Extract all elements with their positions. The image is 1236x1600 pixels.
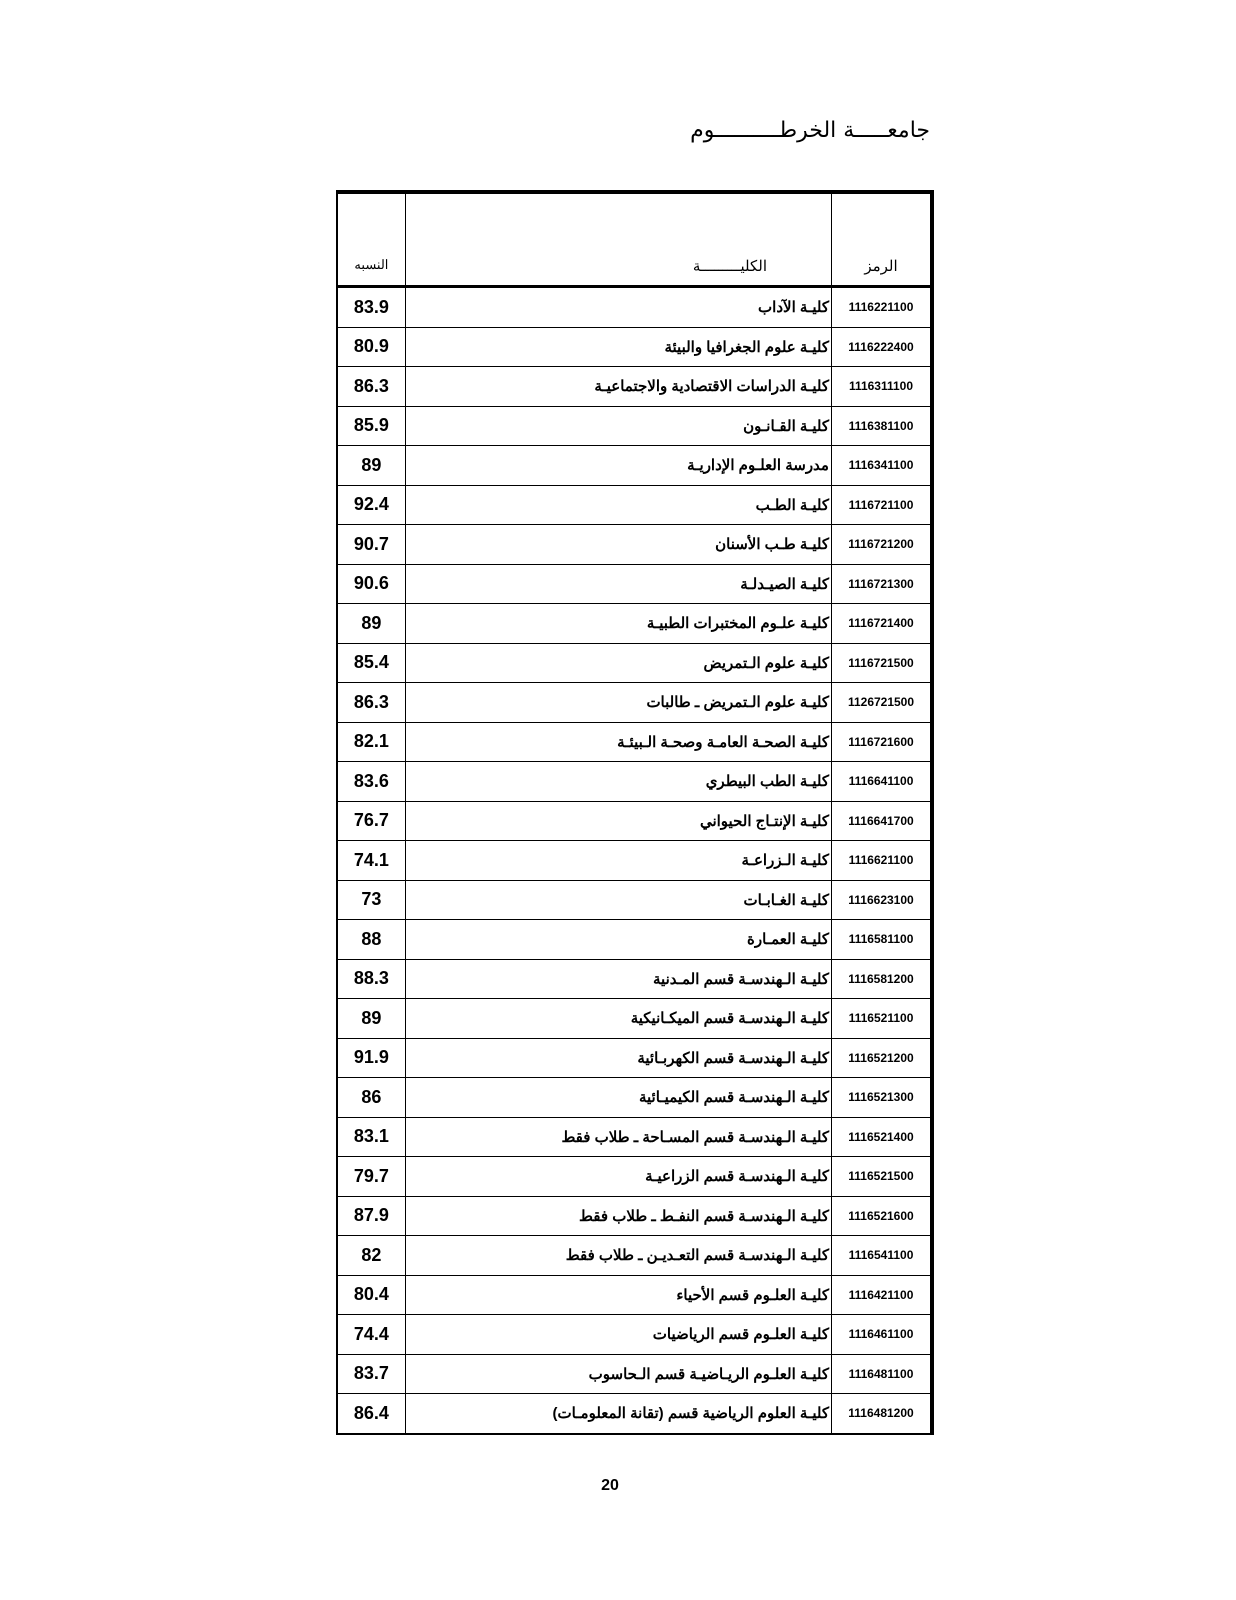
college-cell: كليـة علوم الجغرافيا والبيئة [405, 327, 831, 367]
table-row [337, 801, 932, 841]
code-cell: 1116381100 [831, 406, 932, 446]
table-row [337, 1038, 932, 1078]
ratio-cell: 86.4 [337, 1394, 405, 1434]
table-row [337, 1078, 932, 1118]
table-row [337, 287, 932, 328]
admission-ratios-table [336, 190, 934, 1435]
college-cell: كليـة الـهندسـة قسم المـدنية [405, 959, 831, 999]
table-row [337, 841, 932, 881]
code-cell: 1116721300 [831, 564, 932, 604]
college-cell: كليـة الإنتـاج الحيواني [405, 801, 831, 841]
college-cell: كليـة الصيـدلـة [405, 564, 831, 604]
college-cell: كليـة علـوم المختبرات الطبيـة [405, 604, 831, 644]
ratio-cell: 76.7 [337, 801, 405, 841]
code-cell: 1116481100 [831, 1354, 932, 1394]
code-cell: 1116421100 [831, 1275, 932, 1315]
table-row [337, 564, 932, 604]
college-cell: كليـة العلـوم الريـاضيـة قسم الـحاسوب [405, 1354, 831, 1394]
table-body [337, 287, 932, 1434]
code-cell: 1116581100 [831, 920, 932, 960]
code-cell: 1116623100 [831, 880, 932, 920]
code-cell: 1116641100 [831, 762, 932, 802]
code-cell: 1126721500 [831, 683, 932, 723]
table-row [337, 1354, 932, 1394]
college-cell: كليـة الطب البيطري [405, 762, 831, 802]
ratio-cell: 87.9 [337, 1196, 405, 1236]
college-cell: كليـة الـهندسـة قسم الميكـانيكية [405, 999, 831, 1039]
college-cell: كليـة طـب الأسنان [405, 525, 831, 565]
code-cell: 1116521400 [831, 1117, 932, 1157]
ratio-cell: 83.9 [337, 287, 405, 328]
ratio-cell: 90.7 [337, 525, 405, 565]
ratio-cell: 73 [337, 880, 405, 920]
college-cell: كليـة العلوم الرياضية قسم (تقانة المعلومـات) [405, 1394, 831, 1434]
college-cell: كليـة الـهندسـة قسم الزراعيـة [405, 1157, 831, 1197]
code-cell: 1116521600 [831, 1196, 932, 1236]
table-row [337, 880, 932, 920]
code-cell: 1116721600 [831, 722, 932, 762]
page-title: جامعـــــة الخرطــــــــــوم [690, 118, 930, 143]
code-cell: 1116581200 [831, 959, 932, 999]
code-cell: 1116721400 [831, 604, 932, 644]
code-cell: 1116521500 [831, 1157, 932, 1197]
code-cell: 1116221100 [831, 287, 932, 328]
college-cell: كليـة علوم الـتمريض ـ طالبات [405, 683, 831, 723]
college-cell: مدرسة العلـوم الإداريـة [405, 446, 831, 486]
code-cell: 1116541100 [831, 1236, 932, 1276]
table-row [337, 1157, 932, 1197]
table-row [337, 722, 932, 762]
table-row [337, 1236, 932, 1276]
table-row [337, 327, 932, 367]
ratio-cell: 86 [337, 1078, 405, 1118]
college-cell: كليـة الـهندسـة قسم الكيميـائية [405, 1078, 831, 1118]
table-row [337, 1315, 932, 1355]
college-cell: كليـة الـهندسـة قسم المسـاحة ـ طلاب فقط [405, 1117, 831, 1157]
college-cell: كليـة علوم الـتمريض [405, 643, 831, 683]
table-row [337, 604, 932, 644]
ratio-cell: 85.4 [337, 643, 405, 683]
ratio-cell: 88 [337, 920, 405, 960]
table-row [337, 999, 932, 1039]
code-column-header: الرمز [831, 192, 932, 287]
college-cell: كليـة الغـابـات [405, 880, 831, 920]
college-cell: كليـة الـهندسـة قسم النفـط ـ طلاب فقط [405, 1196, 831, 1236]
ratio-cell: 83.6 [337, 762, 405, 802]
ratio-cell: 83.1 [337, 1117, 405, 1157]
ratio-cell: 90.6 [337, 564, 405, 604]
table-row [337, 643, 932, 683]
table-row [337, 485, 932, 525]
ratio-cell: 79.7 [337, 1157, 405, 1197]
college-cell: كليـة العمـارة [405, 920, 831, 960]
ratio-cell: 91.9 [337, 1038, 405, 1078]
college-cell: كليـة الدراسات الاقتصادية والاجتماعيـة [405, 367, 831, 407]
code-cell: 1116521300 [831, 1078, 932, 1118]
ratio-cell: 85.9 [337, 406, 405, 446]
table-row [337, 762, 932, 802]
college-cell: كليـة العلـوم قسم الرياضيات [405, 1315, 831, 1355]
page-number: 20 [601, 1477, 619, 1494]
table-row [337, 683, 932, 723]
college-cell: كليـة الـهندسـة قسم التعـديـن ـ طلاب فقط [405, 1236, 831, 1276]
college-cell: كليـة الـزراعـة [405, 841, 831, 881]
code-cell: 1116481200 [831, 1394, 932, 1434]
code-cell: 1116721100 [831, 485, 932, 525]
ratio-cell: 82 [337, 1236, 405, 1276]
table-row [337, 406, 932, 446]
table-row [337, 367, 932, 407]
table-row [337, 1117, 932, 1157]
college-column-header: الكليـــــــــة [405, 192, 831, 287]
table-row [337, 525, 932, 565]
code-cell: 1116341100 [831, 446, 932, 486]
ratio-cell: 74.4 [337, 1315, 405, 1355]
ratio-cell: 80.4 [337, 1275, 405, 1315]
code-cell: 1116721500 [831, 643, 932, 683]
code-cell: 1116621100 [831, 841, 932, 881]
ratio-cell: 89 [337, 446, 405, 486]
ratio-cell: 89 [337, 604, 405, 644]
ratio-cell: 82.1 [337, 722, 405, 762]
code-cell: 1116521100 [831, 999, 932, 1039]
table-row [337, 1196, 932, 1236]
code-cell: 1116721200 [831, 525, 932, 565]
college-cell: كليـة الطـب [405, 485, 831, 525]
ratio-cell: 89 [337, 999, 405, 1039]
code-cell: 1116311100 [831, 367, 932, 407]
code-cell: 1116461100 [831, 1315, 932, 1355]
ratio-cell: 80.9 [337, 327, 405, 367]
ratio-cell: 74.1 [337, 841, 405, 881]
ratio-cell: 86.3 [337, 367, 405, 407]
ratio-cell: 88.3 [337, 959, 405, 999]
table-row [337, 920, 932, 960]
ratio-cell: 92.4 [337, 485, 405, 525]
ratio-cell: 83.7 [337, 1354, 405, 1394]
college-cell: كليـة القـانـون [405, 406, 831, 446]
ratio-column-header: النسبه [337, 192, 405, 287]
table-row [337, 446, 932, 486]
code-cell: 1116521200 [831, 1038, 932, 1078]
table-row [337, 1394, 932, 1434]
ratio-cell: 86.3 [337, 683, 405, 723]
code-cell: 1116641700 [831, 801, 932, 841]
code-cell: 1116222400 [831, 327, 932, 367]
college-cell: كليـة الآداب [405, 287, 831, 328]
college-cell: كليـة العلـوم قسم الأحياء [405, 1275, 831, 1315]
college-cell: كليـة الصحـة العامـة وصحـة الـبيئـة [405, 722, 831, 762]
table-row [337, 1275, 932, 1315]
college-cell: كليـة الـهندسـة قسم الكهربـائية [405, 1038, 831, 1078]
table-header-row [337, 192, 932, 287]
table-row [337, 959, 932, 999]
